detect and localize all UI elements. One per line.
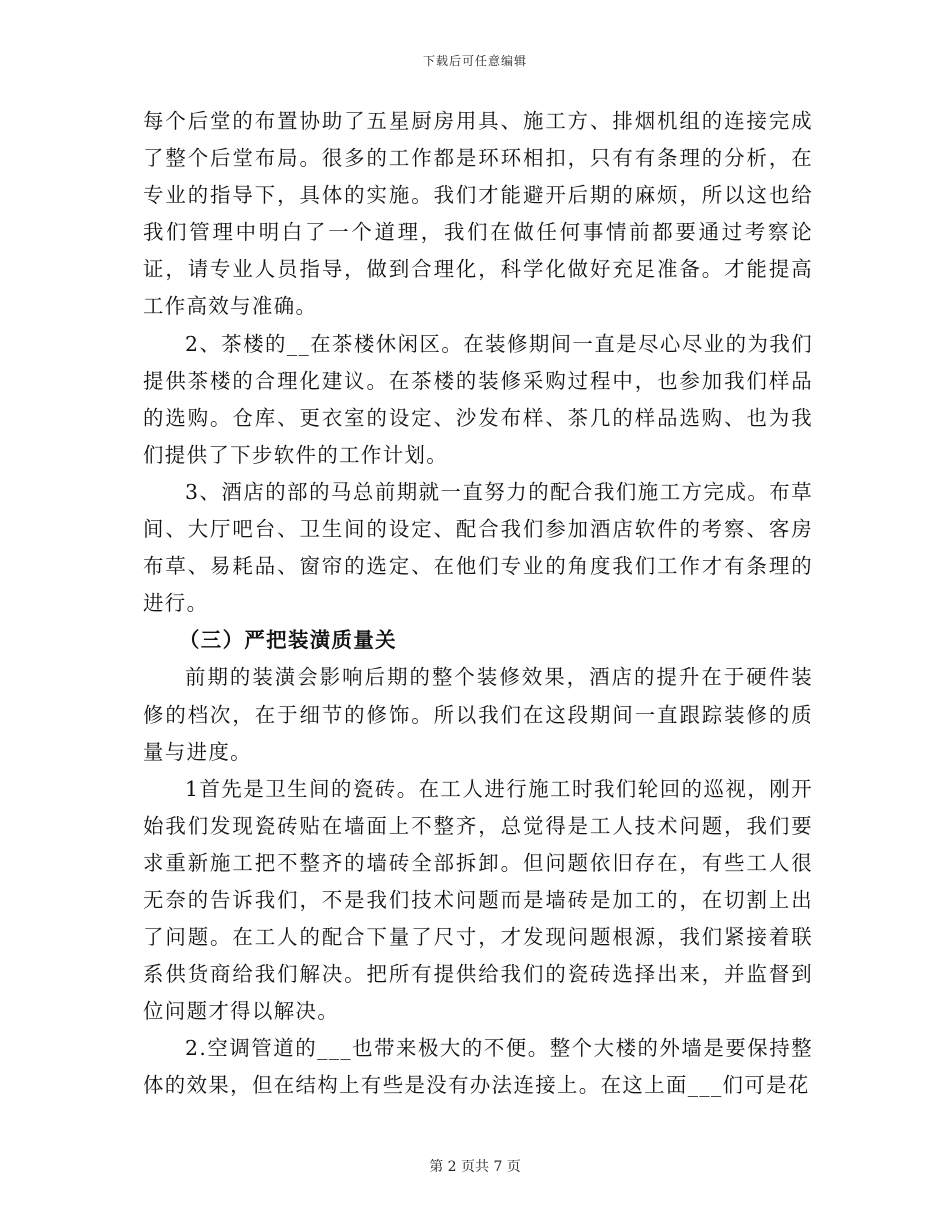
document-body <box>143 103 813 1105</box>
section-heading: （三）严把装潢质量关 <box>179 628 397 653</box>
paragraph-decoration-intro: 前期的装潢会影响后期的整个装修效果，酒店的提升在于硬件装修的档次，在于细节的修饰。所以我们在这段期间一直跟踪装修的质量与进度。 <box>143 665 813 764</box>
paragraph-kitchen-layout: 每个后堂的布置协助了五星厨房用具、施工方、排烟机组的连接完成了整个后堂布局。很多的工作都是环环相扣，只有有条理的分析，在专业的指导下，具体的实施。我们才能避开后期的麻烦，所以这也给我们管理中明白了一个道理，我们在做任何事情前都要通过考察论证，请专业人员指导，做到合理化，科学化做好充足准备。才能提高工作高效与准确。 <box>143 109 813 319</box>
paragraph-bathroom-tiles: 1首先是卫生间的瓷砖。在工人进行施工时我们轮回的巡视，刚开始我们发现瓷砖贴在墙面上不整齐，总觉得是工人技术问题，我们要求重新施工把不整齐的墙砖全部拆卸。但问题依旧存在，有些工人很无奈的告诉我们，不是我们技术问题而是墙砖是加工的，在切割上出了问题。在工人的配合下量了尺寸，才发现问题根源，我们紧接着联系供货商给我们解决。把所有提供给我们的瓷砖选择出来，并监督到位问题才得以解决。 <box>143 776 813 1024</box>
page-footer: 第 2 页共 7 页 <box>429 1159 521 1175</box>
paragraph-ac-ducts: 2.空调管道的___也带来极大的不便。整个大楼的外墙是要保持整体的效果，但在结构上有些是没有办法连接上。在这上面___们可是花 <box>143 1036 813 1098</box>
paragraph-hotel-department: 3、酒店的部的马总前期就一直努力的配合我们施工方完成。布草间、大厅吧台、卫生间的设定、配合我们参加酒店软件的考察、客房布草、易耗品、窗帘的选定、在他们专业的角度我们工作才有条理的进行。 <box>143 479 813 616</box>
paragraph-teahouse: 2、茶楼的__在茶楼休闲区。在装修期间一直是尽心尽业的为我们提供茶楼的合理化建议。在茶楼的装修采购过程中，也参加我们样品的选购。仓库、更衣室的设定、沙发布样、茶几的样品选购、也为我们提供了下步软件的工作计划。 <box>143 331 813 467</box>
page-header: 下载后可任意编辑 <box>422 54 527 68</box>
